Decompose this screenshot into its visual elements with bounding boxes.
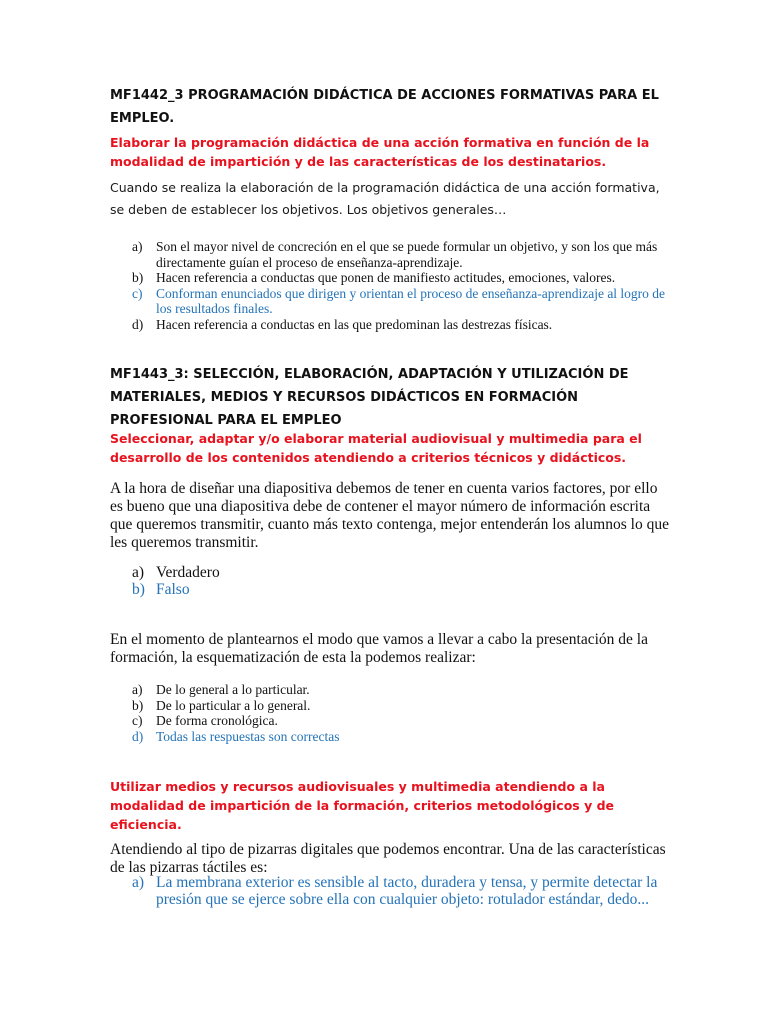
option-d: d) Hacen referencia a conductas en las que predominan las destrezas físicas. [132, 316, 553, 332]
question-schematization: En el momento de plantearnos el modo que vamos a llevar a cabo la presentación de la formación, la esquematización de esta la podemos realizar: [110, 631, 648, 666]
option-b-correct: b) Falso [132, 581, 190, 598]
question-slide-design: A la hora de diseñar una diapositiva debemos de tener en cuenta varios factores, por ello es bueno que una diapositiva debe de contener el mayor número de información escrita que queremos transmitir, cuanto más texto contenga, mejor entenderán los alumnos lo que les queremos transmitir. [110, 480, 669, 551]
option-b: b) De lo particular a lo general. [132, 697, 311, 713]
option-a: a) Verdadero [132, 564, 220, 581]
option-b: b) Hacen referencia a conductas que ponen de manifiesto actitudes, emociones, valores. [132, 270, 616, 285]
option-a-correct: a) La membrana exterior es sensible al tacto, duradera y tensa, y permite detectar la presión que se ejerce sobre ella con cualquier objeto: rotulador estándar, dedo... [132, 874, 658, 908]
objective-heading-1: Elaborar la programación didáctica de una acción formativa en función de la modalidad de impartición y de las características de los destinatarios. [110, 135, 650, 169]
question-digital-whiteboards: Atendiendo al tipo de pizarras digitales que podemos encontrar. Una de las características de las pizarras táctiles es: [110, 841, 666, 876]
question-objectives: Cuando se realiza la elaboración de la programación didáctica de una acción formativa, se deben de establecer los objetivos. Los objetivos generales… [110, 180, 660, 217]
option-list-4 [110, 874, 670, 908]
option-list-3 [110, 682, 670, 744]
option-list-1 [110, 239, 670, 332]
option-a: a) De lo general a lo particular. [132, 682, 310, 697]
option-c: c) De forma cronológica. [132, 713, 278, 728]
objective-heading-3: Utilizar medios y recursos audiovisuales y multimedia atendiendo a la modalidad de impartición de la formación, criterios metodológicos y de eficiencia. [110, 779, 615, 832]
option-a: a) Son el mayor nivel de concreción en el que se puede formular un objetivo, y son los que más directamente guían el proceso de enseñanza-aprendizaje. [132, 239, 658, 270]
module-title-mf1442: MF1442_3 PROGRAMACIÓN DIDÁCTICA DE ACCIONES FORMATIVAS PARA EL EMPLEO. [110, 88, 659, 126]
objective-heading-2: Seleccionar, adaptar y/o elaborar material audiovisual y multimedia para el desarrollo de los contenidos atendiendo a criterios técnicos y didácticos. [110, 431, 642, 465]
option-d-correct: d) Todas las respuestas son correctas [132, 728, 340, 744]
module-title-mf1443: MF1443_3: SELECCIÓN, ELABORACIÓN, ADAPTACIÓN Y UTILIZACIÓN DE MATERIALES, MEDIOS Y RECURSOS DIDÁCTICOS EN FORMACIÓN PROFESIONAL PARA EL EMPLEO [110, 367, 629, 428]
option-list-2 [110, 564, 670, 598]
option-c-correct: c) Conforman enunciados que dirigen y orientan el proceso de enseñanza-aprendizaje al logro de los resultados finales. [132, 285, 666, 316]
